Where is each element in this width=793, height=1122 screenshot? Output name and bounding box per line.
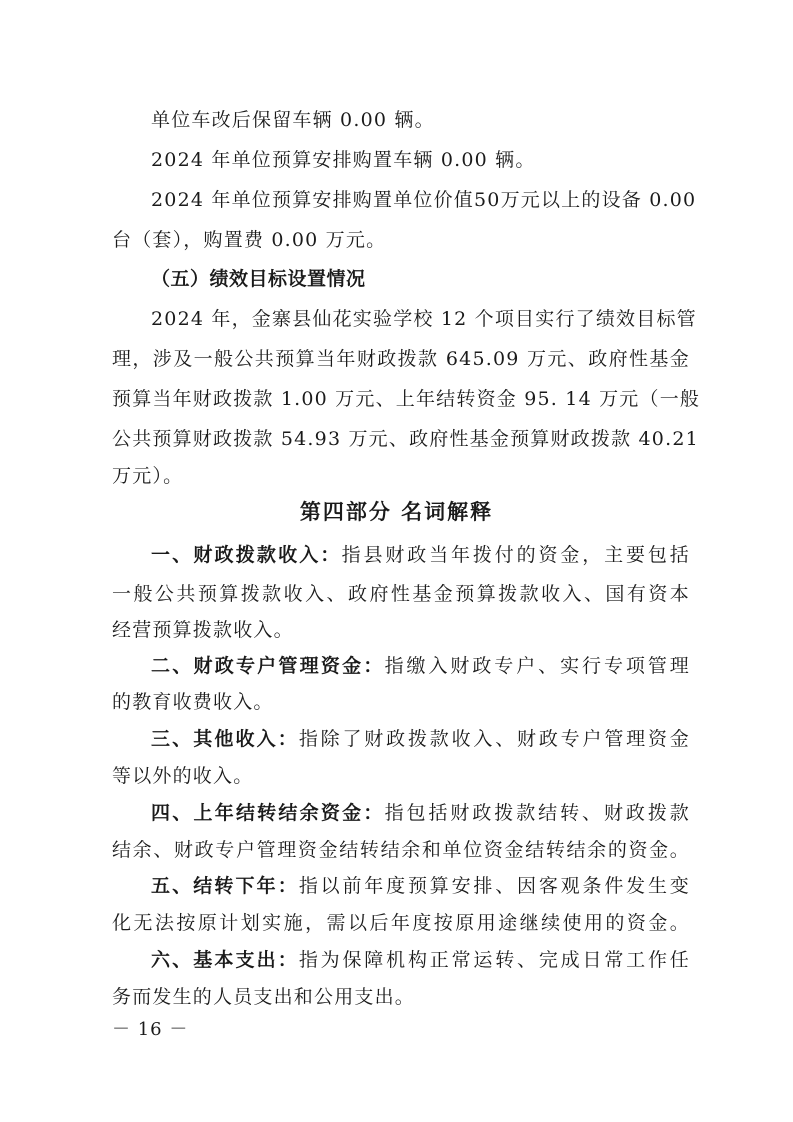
term-text: 指包括财政拨款结转、财政拨款 [384,802,690,824]
term-text: 指县财政当年拨付的资金，主要包括 [341,544,690,566]
term-definition-line: 化无法按原计划实施，需以后年度按原用途继续使用的资金。 [112,912,690,934]
term-definition-line: 经营预算拨款收入。 [112,619,294,641]
term-definition-line: 等以外的收入。 [112,765,254,787]
paragraph-line: 公共预算财政拨款 54.93 万元、政府性基金预算财政拨款 40.21 [112,428,699,450]
paragraph-line: 理，涉及一般公共预算当年财政拨款 645.09 万元、政府性基金 [112,348,690,370]
term-definition-line [151,542,690,568]
paragraph-line: 2024 年单位预算安排购置单位价值50万元以上的设备 0.00 [151,189,697,211]
paragraph-line: 单位车改后保留车辆 0.00 辆。 [151,109,435,131]
term-definition-line [151,947,690,973]
term-definition-line: 结余、财政专户管理资金结转结余和单位资金结转结余的资金。 [112,839,690,861]
term-definition-line [151,726,690,752]
term-label: 六、基本支出： [151,949,299,971]
term-label: 一、财政拨款收入： [151,544,342,566]
term-definition-line [151,873,690,899]
page-number: － 16 － [112,1019,189,1040]
term-text: 指缴入财政专户、实行专项管理 [384,655,690,677]
term-text: 指为保障机构正常运转、完成日常工作任 [298,949,690,971]
paragraph-line: 万元）。 [112,465,184,487]
term-label: 四、上年结转结余资金： [151,802,385,824]
term-text: 指以前年度预算安排、因客观条件发生变 [298,875,690,897]
term-label: 二、财政专户管理资金： [151,655,385,677]
section-title: 第四部分 名词解释 [299,500,494,524]
paragraph-line: 台（套），购置费 0.00 万元。 [112,229,387,251]
term-definition-line: 一般公共预算拨款收入、政府性基金预算拨款收入、国有资本 [112,583,690,605]
term-definition-line: 务而发生的人员支出和公用支出。 [112,986,416,1008]
term-text: 指除了财政拨款收入、财政专户管理资金 [298,728,690,750]
paragraph-line: 2024 年单位预算安排购置车辆 0.00 辆。 [151,149,536,171]
term-label: 五、结转下年： [151,875,299,897]
term-definition-line: 的教育收费收入。 [112,691,274,713]
term-definition-line [151,653,690,679]
paragraph-line: 预算当年财政拨款 1.00 万元、上年结转资金 95. 14 万元（一般 [112,388,701,410]
term-definition-line [151,800,690,826]
paragraph-line: 2024 年，金寨县仙花实验学校 12 个项目实行了绩效目标管 [151,308,697,330]
term-label: 三、其他收入： [151,728,299,750]
subsection-heading: （五）绩效目标设置情况 [151,268,366,290]
